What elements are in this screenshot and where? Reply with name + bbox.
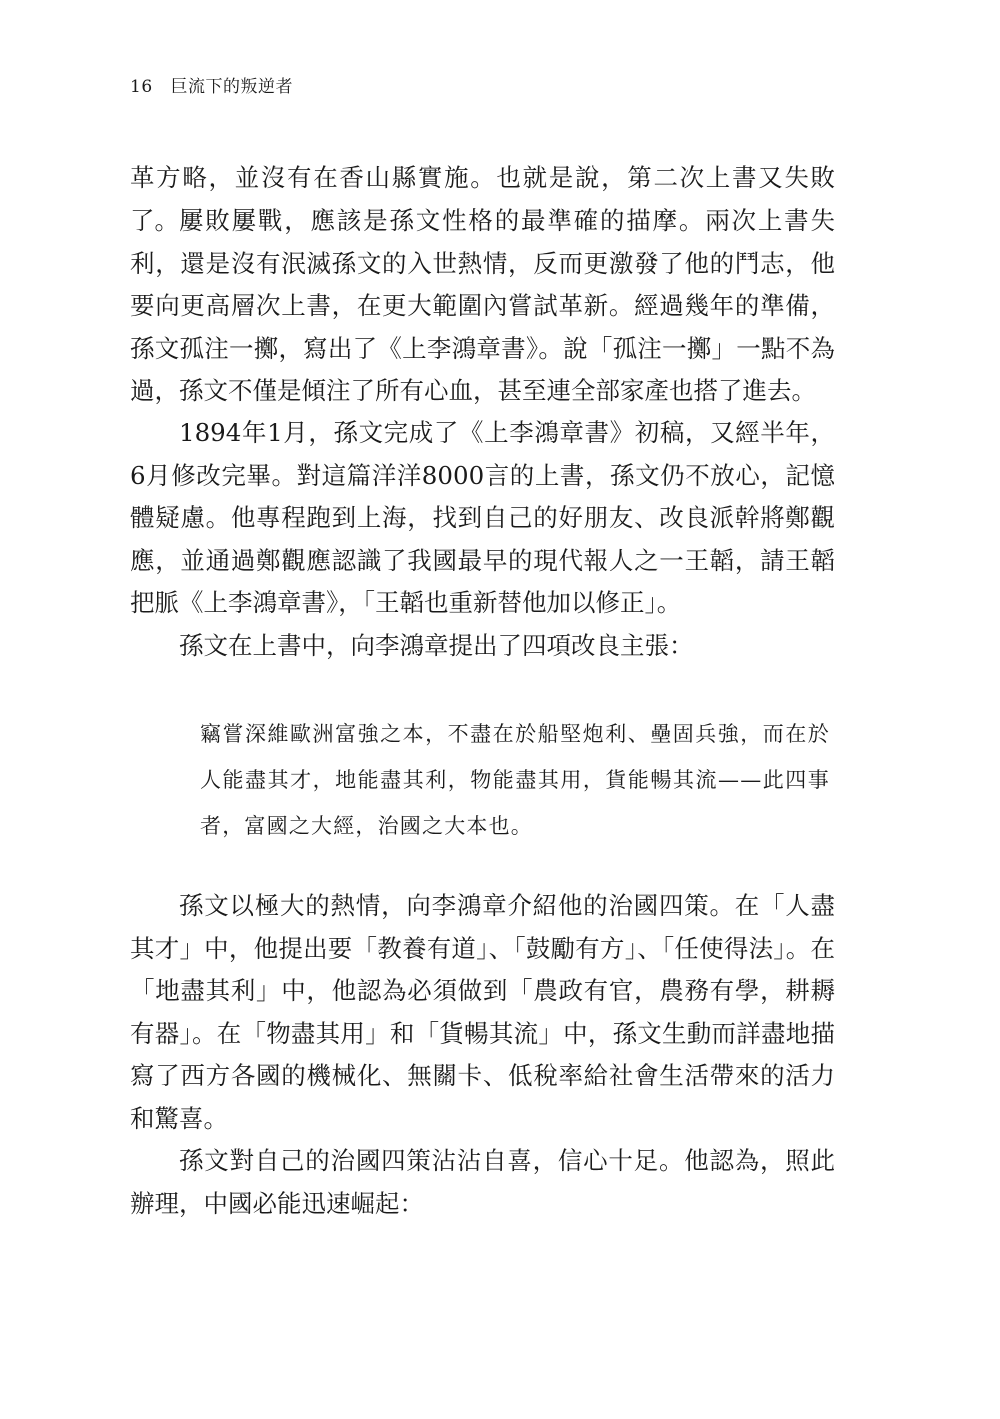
paragraph-1894-draft: 1894年1月，孫文完成了《上李鴻章書》初稿，又經半年，6月修改完畢。對這篇洋洋8000言的上書，孫文仍不放心，記憶體疑慮。他專程跑到上海，找到自己的好朋友、改良派幹將鄭觀應，並通過鄭觀應認識了我國最早的現代報人之一王韜，請王韜把脈《上李鴻章書》，「王韜也重新替他加以修正」。 [130, 418, 835, 617]
paragraph-repeated-defeats: 屢敗屢戰，應該是孫文性格的最準確的描摩。兩次上書失利，還是沒有泯滅孫文的入世熱情，反而更激發了他的鬥志，他要向更高層次上書，在更大範圍內嘗試革新。經過幾年的準備，孫文孤注一擲，寫出了《上李鴻章書》。說「孤注一擲」一點不為過，孫文不僅是傾注了所有心血，甚至連全部家產也搭了進去。 [130, 206, 835, 405]
book-title: 巨流下的叛逆者 [170, 77, 294, 97]
paragraph-self-confidence: 孫文對自己的治國四策沾沾自喜，信心十足。他認為，照此辦理，中國必能迅速崛起： [130, 1146, 835, 1218]
page-number: 16 [130, 77, 153, 97]
running-header [130, 72, 293, 97]
paragraph-four-strategies: 孫文以極大的熱情，向李鴻章介紹他的治國四策。在「人盡其才」中，他提出要「教養有道」、「鼓勵有方」、「任使得法」。在「地盡其利」中，他認為必須做到「農政有官，農務有學，耕耨有器」。在「物盡其用」和「貨暢其流」中，孫文生動而詳盡地描寫了西方各國的機械化、無關卡、低稅率給社會生活帶來的活力和驚喜。 [130, 891, 835, 1133]
paragraph-continuation: 革方略，並沒有在香山縣實施。也就是說，第二次上書又失敗了。 [130, 163, 835, 235]
paragraph-four-proposals-intro: 孫文在上書中，向李鴻章提出了四項改良主張： [179, 631, 694, 660]
block-quote: 竊嘗深維歐洲富強之本，不盡在於船堅炮利、壘固兵強，而在於人能盡其才，地能盡其利，物能盡其用，貨能暢其流——此四事者，富國之大經，治國之大本也。 [200, 722, 830, 838]
